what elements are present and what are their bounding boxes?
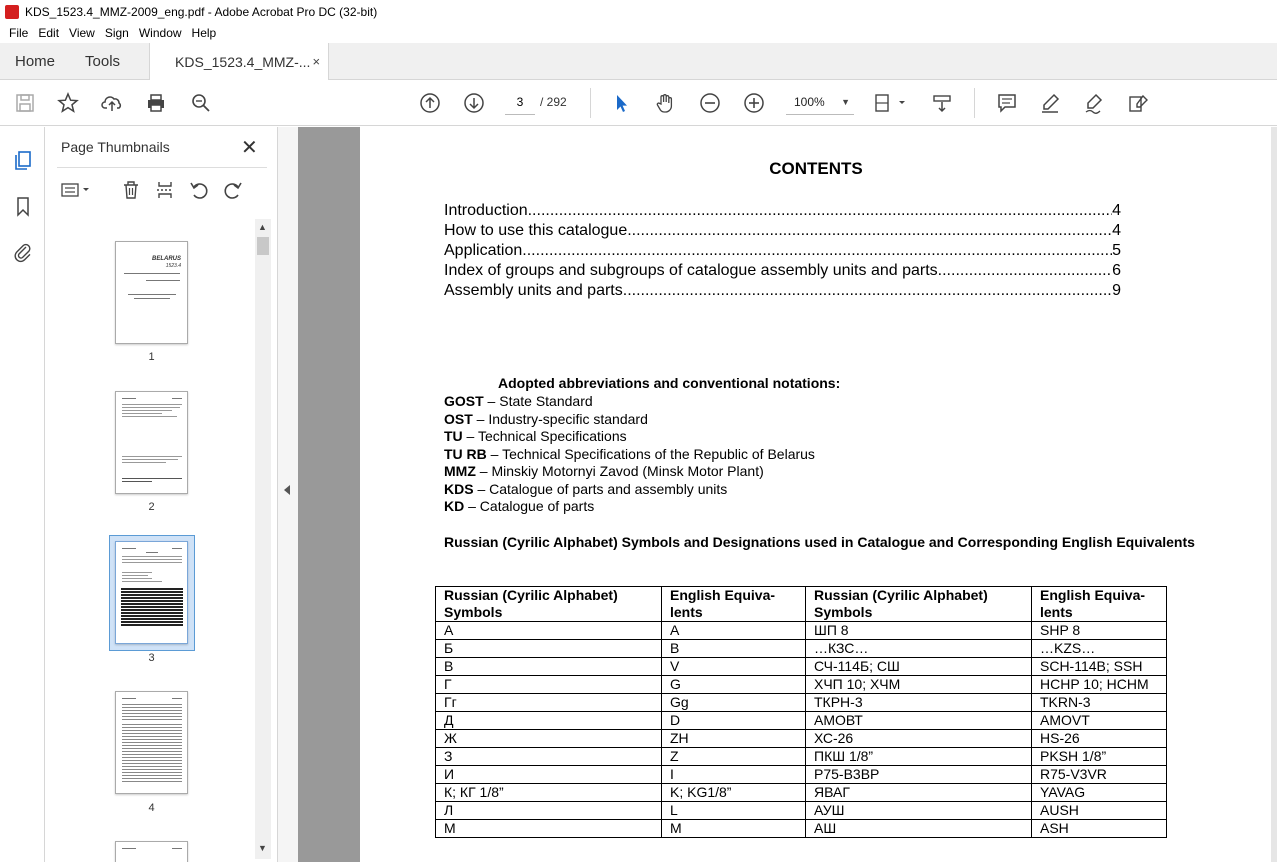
thumb-text-block bbox=[122, 724, 182, 782]
fill-sign-icon[interactable] bbox=[1125, 90, 1151, 116]
table-cell: ХС-26 bbox=[806, 730, 1032, 748]
menu-bar bbox=[0, 23, 1277, 43]
table-cell: R75-V3VR bbox=[1032, 766, 1167, 784]
table-cell: Г bbox=[436, 676, 662, 694]
document-scrollbar[interactable] bbox=[1271, 127, 1277, 862]
thumb-text-block bbox=[122, 704, 182, 720]
panel-collapse-strip[interactable] bbox=[277, 127, 298, 862]
table-cell: АУШ bbox=[806, 802, 1032, 820]
chevron-down-icon: ▼ bbox=[841, 96, 850, 107]
table-cell: D bbox=[662, 712, 806, 730]
previous-page-icon[interactable] bbox=[417, 90, 443, 116]
table-cell: Б bbox=[436, 640, 662, 658]
left-rail bbox=[0, 127, 45, 862]
menu-file[interactable]: File bbox=[9, 26, 29, 40]
thumb-table bbox=[121, 588, 183, 626]
table-row bbox=[436, 730, 1167, 748]
page-title: CONTENTS bbox=[769, 159, 863, 178]
table-cell: А bbox=[436, 622, 662, 640]
thumbnail-page-1[interactable] bbox=[115, 241, 188, 344]
page-total: / 292 bbox=[540, 95, 567, 109]
document-viewer[interactable] bbox=[298, 127, 1277, 862]
table-cell: AUSH bbox=[1032, 802, 1167, 820]
toolbar-separator bbox=[590, 88, 591, 118]
tab-home[interactable]: Home bbox=[15, 52, 56, 70]
table-row bbox=[436, 712, 1167, 730]
abbreviations-heading: Adopted abbreviations and conventional notations: bbox=[498, 375, 841, 391]
table-cell: K; KG1/8” bbox=[662, 784, 806, 802]
symbols-table bbox=[435, 586, 1167, 838]
table-row bbox=[436, 676, 1167, 694]
table-cell: Р75-В3ВР bbox=[806, 766, 1032, 784]
zoom-select[interactable] bbox=[786, 89, 854, 115]
zoom-out-icon[interactable] bbox=[697, 90, 723, 116]
toolbar bbox=[0, 80, 1277, 126]
tab-bar bbox=[0, 43, 1277, 80]
thumbnail-page-4[interactable] bbox=[115, 691, 188, 794]
thumbnail-options-icon[interactable] bbox=[59, 177, 93, 203]
table-cell: PKSH 1/8” bbox=[1032, 748, 1167, 766]
scrollbar-thumb[interactable] bbox=[257, 237, 269, 255]
table-cell: ПКШ 1/8” bbox=[806, 748, 1032, 766]
page-display-icon[interactable] bbox=[872, 90, 908, 116]
toc-entry[interactable]: Index of groups and subgroups of catalogue assembly units and parts ..... 6 bbox=[444, 262, 1121, 280]
table-cell: В bbox=[436, 658, 662, 676]
panel-title: Page Thumbnails bbox=[61, 139, 170, 155]
cyrillic-heading: Russian (Cyrilic Alphabet) Symbols and Designations used in Catalogue and Corresponding English Equivalents bbox=[444, 534, 1195, 550]
rotate-right-icon[interactable] bbox=[220, 177, 246, 203]
table-cell: V bbox=[662, 658, 806, 676]
abbreviation-item: KD – Catalogue of parts bbox=[444, 498, 595, 514]
table-cell: L bbox=[662, 802, 806, 820]
table-cell: TKRN-3 bbox=[1032, 694, 1167, 712]
attachment-icon[interactable] bbox=[10, 239, 36, 265]
table-header: English Equiva-lents bbox=[662, 587, 806, 622]
table-cell: M bbox=[662, 820, 806, 838]
print-icon[interactable] bbox=[143, 90, 169, 116]
table-cell: SHP 8 bbox=[1032, 622, 1167, 640]
page-thumbnails-icon[interactable] bbox=[10, 147, 36, 173]
scroll-down-icon[interactable]: ▼ bbox=[258, 843, 267, 853]
table-cell: К; КГ 1/8” bbox=[436, 784, 662, 802]
table-cell: Гг bbox=[436, 694, 662, 712]
panel-close-icon[interactable]: ✕ bbox=[241, 137, 258, 159]
table-cell: АШ bbox=[806, 820, 1032, 838]
delete-page-icon[interactable] bbox=[118, 177, 144, 203]
panel-divider bbox=[57, 167, 267, 168]
toc-entry[interactable]: Assembly units and parts ..... 9 bbox=[444, 282, 1121, 300]
abbreviation-item: GOST – State Standard bbox=[444, 393, 593, 409]
thumbnail-page-3[interactable] bbox=[115, 541, 188, 644]
thumb-brand: BELARUS bbox=[151, 256, 181, 262]
collapse-arrow-icon[interactable] bbox=[284, 485, 290, 495]
thumbnail-scrollbar[interactable] bbox=[255, 219, 271, 859]
menu-edit[interactable]: Edit bbox=[38, 26, 60, 40]
scroll-up-icon[interactable]: ▲ bbox=[258, 222, 267, 232]
table-cell: I bbox=[662, 766, 806, 784]
menu-sign[interactable]: Sign bbox=[104, 26, 129, 40]
table-cell: СЧ-114Б; СШ bbox=[806, 658, 1032, 676]
thumbnail-label-4: 4 bbox=[148, 802, 155, 814]
table-cell: Д bbox=[436, 712, 662, 730]
page-thumbnails-panel bbox=[45, 127, 277, 862]
table-body bbox=[436, 622, 1167, 838]
table-row bbox=[436, 640, 1167, 658]
tab-document-label: KDS_1523.4_MMZ-... bbox=[175, 53, 311, 70]
table-header: Russian (Cyrilic Alphabet) Symbols bbox=[806, 587, 1032, 622]
comment-icon[interactable] bbox=[994, 90, 1020, 116]
zoom-search-icon[interactable] bbox=[188, 90, 214, 116]
table-cell: HS-26 bbox=[1032, 730, 1167, 748]
document-page bbox=[360, 127, 1272, 862]
tab-tools[interactable]: Tools bbox=[85, 52, 121, 70]
table-row bbox=[436, 820, 1167, 838]
toc-entry[interactable]: How to use this catalogue ..... 4 bbox=[444, 222, 1121, 240]
table-cell: ШП 8 bbox=[806, 622, 1032, 640]
table-cell: Gg bbox=[662, 694, 806, 712]
thumb-model: 1523.4 bbox=[165, 263, 181, 269]
table-cell: И bbox=[436, 766, 662, 784]
abbreviation-item: TU RB – Technical Specifications of the Republic of Belarus bbox=[444, 446, 815, 462]
upload-icon[interactable] bbox=[99, 90, 125, 116]
table-cell: ХЧП 10; ХЧМ bbox=[806, 676, 1032, 694]
toolbar-separator bbox=[974, 88, 975, 118]
table-cell: …КЗС… bbox=[806, 640, 1032, 658]
thumbnail-page-2[interactable] bbox=[115, 391, 188, 494]
table-cell: G bbox=[662, 676, 806, 694]
table-cell: HCHP 10; HCHM bbox=[1032, 676, 1167, 694]
table-cell: ASH bbox=[1032, 820, 1167, 838]
abbreviation-item: OST – Industry-specific standard bbox=[444, 411, 648, 427]
title-bar bbox=[0, 0, 1277, 23]
highlight-pen-icon[interactable] bbox=[1037, 90, 1063, 116]
scroll-mode-icon[interactable] bbox=[929, 90, 955, 116]
table-cell: М bbox=[436, 820, 662, 838]
table-header: Russian (Cyrilic Alphabet) Symbols bbox=[436, 587, 662, 622]
tab-close-icon[interactable]: × bbox=[312, 54, 321, 69]
table-cell: Ж bbox=[436, 730, 662, 748]
menu-help[interactable]: Help bbox=[191, 26, 217, 40]
star-icon[interactable] bbox=[55, 90, 81, 116]
table-cell: SCH-114B; SSH bbox=[1032, 658, 1167, 676]
rotate-left-icon[interactable] bbox=[186, 177, 212, 203]
table-row bbox=[436, 784, 1167, 802]
next-page-icon[interactable] bbox=[461, 90, 487, 116]
bookmark-icon[interactable] bbox=[10, 193, 36, 219]
table-cell: З bbox=[436, 748, 662, 766]
table-row bbox=[436, 694, 1167, 712]
page-number-input[interactable] bbox=[505, 89, 535, 115]
tab-document[interactable] bbox=[149, 43, 329, 80]
zoom-value: 100% bbox=[794, 94, 825, 109]
table-cell: ЯВАГ bbox=[806, 784, 1032, 802]
table-cell: AMOVT bbox=[1032, 712, 1167, 730]
abbreviation-item: MMZ – Minskiy Motornyi Zavod (Minsk Motor Plant) bbox=[444, 463, 764, 479]
table-cell: ТКРН-3 bbox=[806, 694, 1032, 712]
sign-pen-icon[interactable] bbox=[1081, 90, 1107, 116]
menu-window[interactable]: Window bbox=[138, 26, 182, 40]
table-cell: АМОВТ bbox=[806, 712, 1032, 730]
thumbnail-label-1: 1 bbox=[148, 351, 155, 363]
table-row bbox=[436, 802, 1167, 820]
table-cell: B bbox=[662, 640, 806, 658]
table-row bbox=[436, 766, 1167, 784]
thumbnail-label-2: 2 bbox=[148, 501, 155, 513]
menu-view[interactable]: View bbox=[69, 26, 95, 40]
table-cell: ZH bbox=[662, 730, 806, 748]
table-row bbox=[436, 622, 1167, 640]
acrobat-logo-icon bbox=[5, 5, 19, 19]
select-pointer-icon[interactable] bbox=[608, 90, 634, 116]
save-icon[interactable] bbox=[12, 90, 38, 116]
table-cell: YAVAG bbox=[1032, 784, 1167, 802]
table-header-row bbox=[436, 587, 1167, 622]
hand-tool-icon[interactable] bbox=[652, 90, 678, 116]
table-cell: A bbox=[662, 622, 806, 640]
toc-entry[interactable]: Application ..... 5 bbox=[444, 242, 1121, 260]
abbreviation-item: KDS – Catalogue of parts and assembly units bbox=[444, 481, 728, 497]
table-row bbox=[436, 658, 1167, 676]
abbreviation-item: TU – Technical Specifications bbox=[444, 428, 627, 444]
table-row bbox=[436, 748, 1167, 766]
toc-entry[interactable]: Introduction ..... 4 bbox=[444, 202, 1121, 220]
table-cell: …KZS… bbox=[1032, 640, 1167, 658]
window-title: KDS_1523.4_MMZ-2009_eng.pdf - Adobe Acrobat Pro DC (32-bit) bbox=[25, 4, 378, 19]
zoom-in-icon[interactable] bbox=[741, 90, 767, 116]
thumbnail-page-5[interactable] bbox=[115, 841, 188, 862]
table-cell: Л bbox=[436, 802, 662, 820]
insert-page-icon[interactable] bbox=[152, 177, 178, 203]
thumbnail-label-3: 3 bbox=[148, 652, 155, 664]
table-cell: Z bbox=[662, 748, 806, 766]
table-header: English Equiva-lents bbox=[1032, 587, 1167, 622]
